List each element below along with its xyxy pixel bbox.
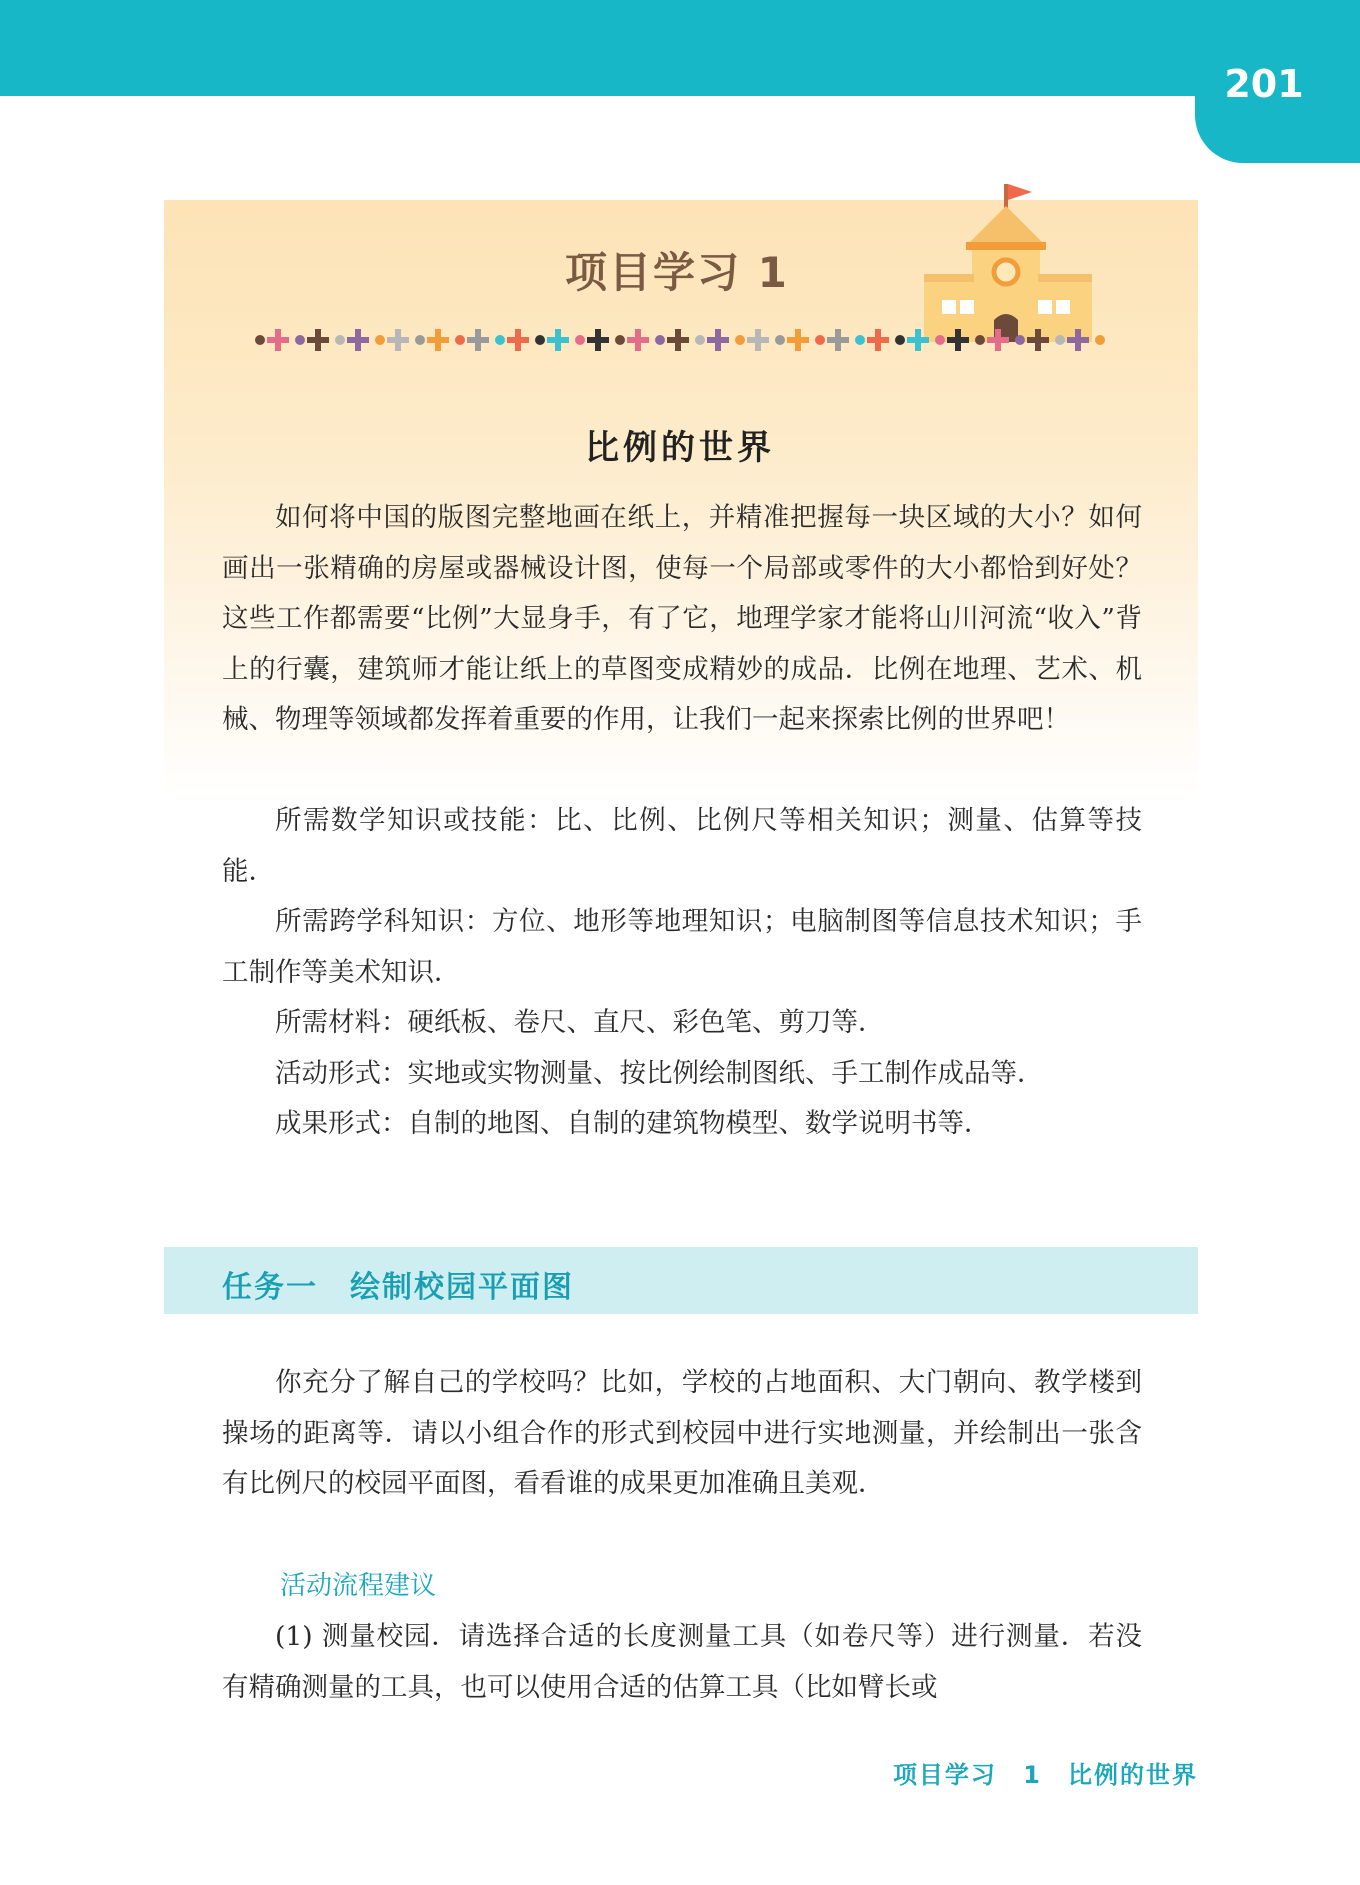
requirement-item: 所需材料：硬纸板、卷尺、直尺、彩色笔、剪刀等．: [275, 1007, 885, 1038]
border-cross: [827, 329, 849, 351]
border-dot: [295, 335, 305, 345]
task-text: 你充分了解自己的学校吗？比如，学校的占地面积、大门朝向、教学楼到操场的距离等．请以小组合作的形式到校园中进行实地测量，并绘制出一张含有比例尺的校园平面图，看看谁的成果更加准确且美观．: [222, 1367, 1142, 1499]
border-dot: [1095, 335, 1105, 345]
border-cross: [427, 329, 449, 351]
border-dot: [855, 335, 865, 345]
border-cross: [747, 329, 769, 351]
border-dot: [735, 335, 745, 345]
border-cross: [507, 329, 529, 351]
border-dot: [575, 335, 585, 345]
border-cross: [787, 329, 809, 351]
border-dot: [775, 335, 785, 345]
project-title: 项目学习 1: [565, 248, 789, 297]
intro-text: 如何将中国的版图完整地画在纸上，并精准把握每一块区域的大小？如何画出一张精确的房屋或器械设计图，使每一个局部或零件的大小都恰到好处？这些工作都需要“比例”大显身手，有了它，地理学家才能将山川河流“收入”背上的行囊，建筑师才能让纸上的草图变成精妙的成品．比例在地理、艺术、机械、物理等领域都发挥着重要的作用，让我们一起来探索比例的世界吧！: [222, 502, 1142, 735]
border-cross: [627, 329, 649, 351]
border-dot: [495, 335, 505, 345]
flow-label: 活动流程建议: [280, 1571, 437, 1601]
task-paragraph: [222, 1358, 1142, 1510]
border-dot: [815, 335, 825, 345]
border-dot: [255, 335, 265, 345]
step-1-text: (1) 测量校园．请选择合适的长度测量工具（如卷尺等）进行测量．若没有精确测量的工具，也可以使用合适的估算工具（比如臂长或: [222, 1621, 1142, 1703]
border-cross: [987, 329, 1009, 351]
step-paragraph: [222, 1612, 1142, 1713]
border-dot: [895, 335, 905, 345]
border-cross: [867, 329, 889, 351]
border-cross: [947, 329, 969, 351]
requirement-item: 所需跨学科知识：方位、地形等地理知识；电脑制图等信息技术知识；手工制作等美术知识．: [222, 906, 1142, 988]
border-cross: [387, 329, 409, 351]
running-footer: 项目学习 1 比例的世界: [892, 1761, 1198, 1789]
border-dot: [1015, 335, 1025, 345]
border-cross: [907, 329, 929, 351]
requirements-list: [222, 796, 1142, 1150]
border-dot: [335, 335, 345, 345]
border-dot: [415, 335, 425, 345]
border-dot: [655, 335, 665, 345]
border-cross: [1067, 329, 1089, 351]
border-dot: [935, 335, 945, 345]
border-dot: [535, 335, 545, 345]
header-band: [0, 0, 1360, 96]
border-cross: [1027, 329, 1049, 351]
requirement-item: 所需数学知识或技能：比、比例、比例尺等相关知识；测量、估算等技能．: [222, 805, 1142, 887]
border-cross: [307, 329, 329, 351]
border-cross: [587, 329, 609, 351]
border-dot: [1055, 335, 1065, 345]
border-cross: [667, 329, 689, 351]
castle-icon: [920, 176, 1092, 346]
border-dot: [615, 335, 625, 345]
decorative-border-icon: [252, 325, 1112, 355]
project-subtitle: 比例的世界: [585, 428, 775, 468]
task-title: 任务一 绘制校园平面图: [222, 1270, 574, 1305]
border-cross: [707, 329, 729, 351]
border-cross: [467, 329, 489, 351]
border-cross: [267, 329, 289, 351]
border-cross: [347, 329, 369, 351]
requirement-item: 成果形式：自制的地图、自制的建筑物模型、数学说明书等．: [275, 1108, 991, 1139]
border-cross: [547, 329, 569, 351]
intro-paragraph: [222, 493, 1142, 746]
border-dot: [455, 335, 465, 345]
requirement-item: 活动形式：实地或实物测量、按比例绘制图纸、手工制作成品等．: [275, 1057, 1044, 1089]
border-dot: [695, 335, 705, 345]
border-dot: [975, 335, 985, 345]
border-dot: [375, 335, 385, 345]
page-number: 201: [1224, 62, 1304, 106]
